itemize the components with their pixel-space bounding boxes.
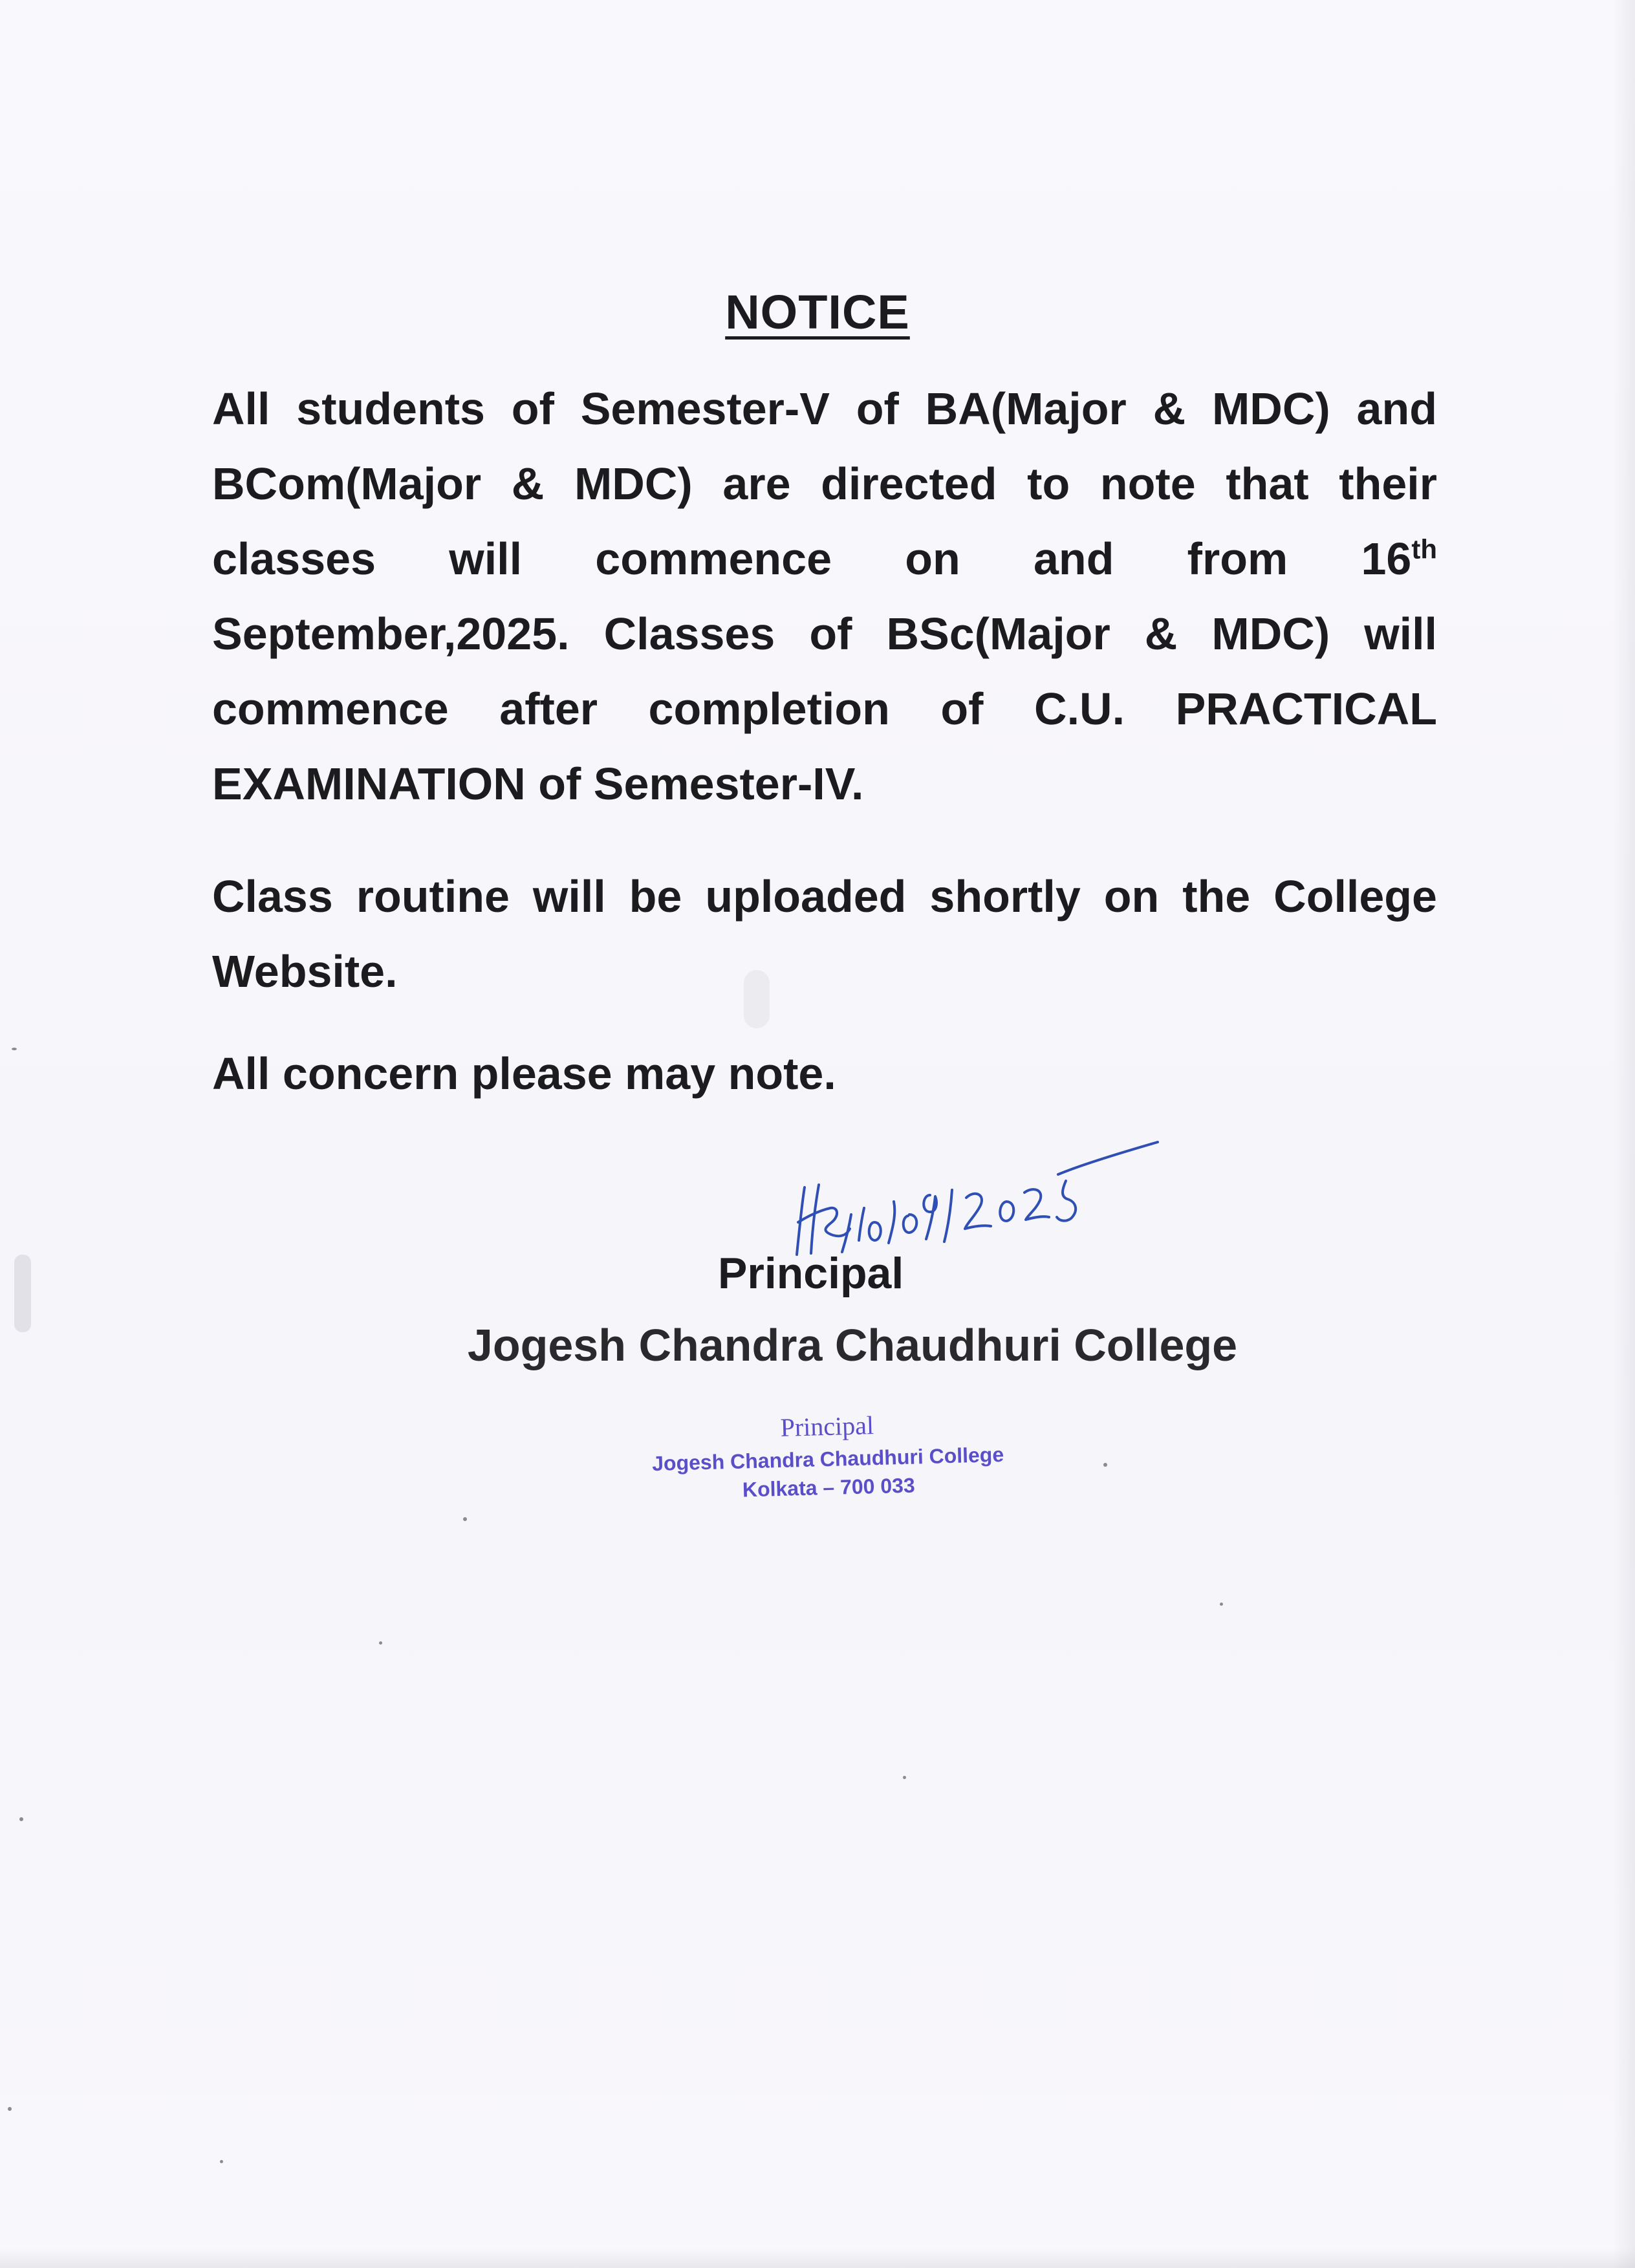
scan-speck <box>903 1776 906 1779</box>
page-bottom-shadow <box>0 2249 1635 2268</box>
scan-speck <box>14 1255 31 1332</box>
signatory-title: Principal <box>718 1249 904 1298</box>
scan-speck <box>463 1517 467 1521</box>
ordinal-suffix: th <box>1411 534 1437 565</box>
page-edge-shadow <box>1613 0 1635 2268</box>
paragraph-1-text-start: All students of Semester-V of BA(Major & MDC) and BCom(Major & MDC) are directed to note that their classes will commence on and from 16 <box>212 383 1437 584</box>
stamp-institution: Jogesh Chandra Chaudhuri College <box>651 1442 1004 1476</box>
stamp-title: Principal <box>780 1410 874 1442</box>
scan-speck <box>12 1048 17 1050</box>
notice-paragraph-3: All concern please may note. <box>212 1048 836 1099</box>
scan-speck <box>1103 1463 1107 1467</box>
notice-paragraph-2: Class routine will be uploaded shortly on the College Website. <box>212 871 1437 997</box>
notice-title <box>0 285 1635 340</box>
official-stamp <box>594 1403 1062 1508</box>
scan-speck <box>19 1817 23 1821</box>
institution-name: Jogesh Chandra Chaudhuri College <box>467 1320 1238 1370</box>
notice-paragraph-1 <box>212 371 1437 821</box>
scan-speck <box>379 1641 382 1645</box>
scan-speck <box>1220 1603 1223 1606</box>
stamp-address: Kolkata – 700 033 <box>742 1473 916 1502</box>
notice-title-text: NOTICE <box>725 285 910 339</box>
scan-speck <box>220 2160 223 2163</box>
paragraph-1-text-end: September,2025. Classes of BSc(Major & MDC) will commence after completion of C.U. PRACTICAL EXAMINATION of Semester-IV. <box>212 609 1437 809</box>
scan-speck <box>8 2107 12 2111</box>
scan-speck <box>744 970 770 1028</box>
